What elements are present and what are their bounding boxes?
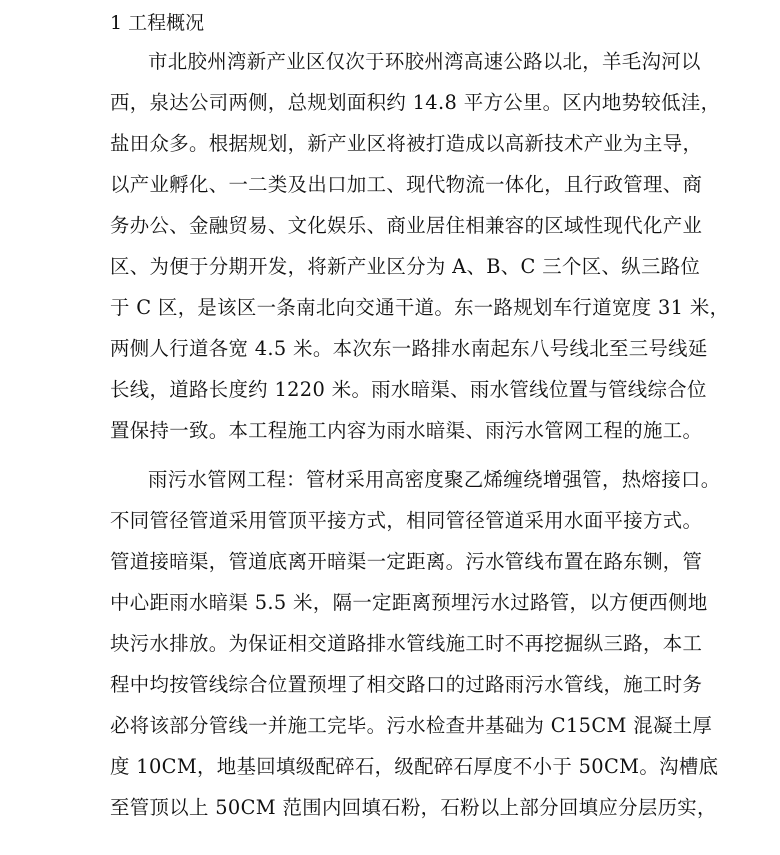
paragraph-2-line-5: 块污水排放。为保证相交道路排水管线施工时不再挖掘纵三路，本工 (110, 632, 703, 655)
paragraph-1-line-6: 区、为便于分期开发，将新产业区分为 A、B、C 三个区、纵三路位 (110, 255, 701, 278)
paragraph-1-line-2: 西，泉达公司两侧，总规划面积约 14.8 平方公里。区内地势较低洼， (110, 91, 721, 114)
paragraph-1-line-3: 盐田众多。根据规划，新产业区将被打造成以高新技术产业为主导， (110, 132, 703, 155)
paragraph-1-line-8: 两侧人行道各宽 4.5 米。本次东一路排水南起东八号线北至三号线延 (110, 337, 708, 360)
paragraph-1-line-4: 以产业孵化、一二类及出口加工、现代物流一体化，且行政管理、商 (110, 173, 703, 196)
paragraph-1-line-10: 置保持一致。本工程施工内容为雨水暗渠、雨污水管网工程的施工。 (110, 419, 703, 442)
paragraph-2-line-7: 必将该部分管线一并施工完毕。污水检查井基础为 C15CM 混凝土厚 (110, 714, 713, 737)
paragraph-2-line-1: 雨污水管网工程：管材采用高密度聚乙烯缠绕增强管，热熔接口。 (148, 468, 721, 491)
paragraph-2-line-8: 度 10CM，地基回填级配碎石，级配碎石厚度不小于 50CM。沟槽底 (110, 755, 719, 778)
paragraph-1-line-1: 市北胶州湾新产业区仅次于环胶州湾高速公路以北，羊毛沟河以 (148, 50, 701, 73)
paragraph-2-line-4: 中心距雨水暗渠 5.5 米，隔一定距离预埋污水过路管，以方便西侧地 (110, 591, 708, 614)
paragraph-2-line-6: 程中均按管线综合位置预埋了相交路口的过路雨污水管线，施工时务 (110, 673, 703, 696)
section-heading: 1 工程概况 (110, 12, 205, 34)
paragraph-2-line-9: 至管顶以上 50CM 范围内回填石粉，石粉以上部分回填应分层历实， (110, 796, 717, 819)
paragraph-1-line-9: 长线，道路长度约 1220 米。雨水暗渠、雨水管线位置与管线综合位 (110, 378, 707, 401)
paragraph-1-line-7: 于 C 区，是该区一条南北向交通干道。东一路规划车行道宽度 31 米， (110, 296, 730, 319)
paragraph-1-line-5: 务办公、金融贸易、文化娱乐、商业居住相兼容的区域性现代化产业 (110, 214, 703, 237)
paragraph-2-line-2: 不同管径管道采用管顶平接方式，相同管径管道采用水面平接方式。 (110, 509, 703, 532)
paragraph-2-line-3: 管道接暗渠，管道底离开暗渠一定距离。污水管线布置在路东铡，管 (110, 550, 703, 573)
